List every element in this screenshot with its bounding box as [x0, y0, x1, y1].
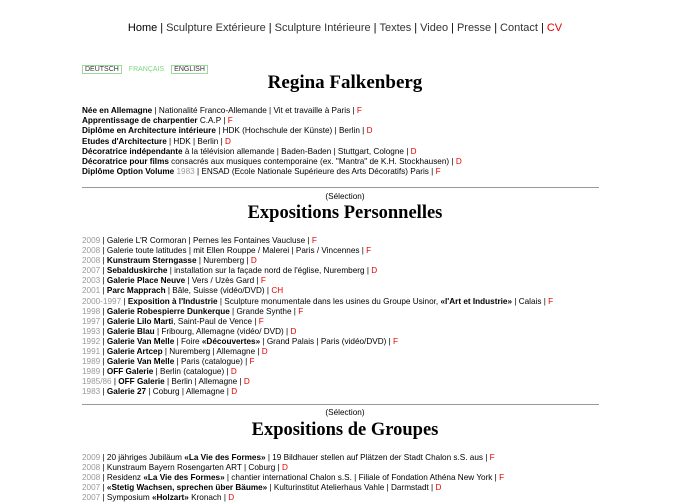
exhibition-row: [82, 453, 662, 463]
venue-name: «La Vie des Formes»: [184, 453, 266, 462]
top-navigation: [0, 22, 690, 34]
year: 1997: [82, 316, 101, 326]
exhibition-row: [82, 236, 662, 246]
entry-text: | Nuremberg |: [196, 256, 251, 266]
exhibition-row: [82, 246, 662, 256]
venue-name: «Holzart»: [151, 493, 189, 503]
exhibition-row: [82, 276, 662, 286]
country-code: D: [410, 146, 417, 156]
venue-name: Diplôme Option Volume: [82, 167, 175, 177]
entry-text: |: [100, 316, 107, 326]
exhibition-row: [82, 493, 662, 503]
bio-row: [82, 126, 612, 136]
venue-name: Galerie Blau: [106, 326, 155, 336]
entry-text: |: [100, 387, 107, 397]
entry-text: |: [100, 276, 107, 286]
bio-row: [82, 106, 612, 116]
exhibition-row: [82, 286, 662, 296]
entry-text: | Calais |: [512, 296, 549, 306]
entry-text: | Berlin | Allemagne |: [164, 377, 244, 387]
nav-separator: |: [268, 22, 272, 34]
entry-text: | Grande Synthe |: [229, 306, 299, 316]
venue-name: Etudes d'Architecture: [82, 136, 167, 146]
exhibition-row: [82, 297, 662, 307]
entry-text: |: [100, 367, 107, 377]
entry-text: | ENSAD (Ecole Nationale Supérieure des Arts Décoratifs) Paris |: [194, 167, 436, 177]
entry-text: | Foire: [174, 336, 202, 346]
exhibition-row: [82, 256, 662, 266]
venue-name: Galerie 27: [106, 387, 147, 397]
bio-row: [82, 137, 612, 147]
country-code: F: [249, 357, 255, 367]
venue-name: «La Vie des Formes»: [143, 473, 225, 483]
entry-text: | Berlin (catalogue) |: [153, 367, 231, 377]
country-code: D: [435, 483, 442, 493]
country-code: D: [366, 126, 373, 136]
nav-separator: |: [160, 22, 164, 34]
year: 2001: [82, 286, 101, 296]
country-code: D: [228, 493, 235, 503]
venue-name: Décoratrice pour films: [82, 157, 169, 167]
venue-name: «Stetig Wachsen, sprechen über Bäume»: [106, 483, 268, 493]
venue-name: OFF Galerie: [118, 377, 165, 387]
year: 2000-1997: [82, 296, 122, 306]
venue-name: Parc Mapprach: [106, 286, 166, 296]
venue-name: Sebalduskirche: [106, 266, 168, 276]
entry-text: | Kunstraum Bayern Rosengarten ART | Coburg |: [100, 463, 282, 473]
nav-separator: |: [451, 22, 454, 34]
section-title-personnelles: Expositions Personnelles: [247, 203, 443, 223]
entry-text: |: [111, 377, 119, 387]
bio-row: [82, 147, 612, 157]
country-code: F: [298, 306, 304, 316]
entry-text: |: [100, 306, 107, 316]
entry-text: Kronach |: [188, 493, 229, 503]
venue-name: Galerie Van Melle: [106, 336, 175, 346]
year: 1998: [82, 306, 101, 316]
entry-text: C.A.P |: [197, 116, 228, 126]
exhibition-row: [82, 266, 662, 276]
entry-text: |: [100, 347, 107, 357]
bio-row: [82, 116, 612, 126]
venue-name: Galerie Van Melle: [106, 357, 175, 367]
exhibition-row: [82, 337, 662, 347]
year: 1991: [82, 347, 101, 357]
entry-text: |: [100, 483, 107, 493]
entry-text: | Residenz: [100, 473, 144, 483]
year: 1989: [82, 357, 101, 367]
year: 1992: [82, 336, 101, 346]
selection-label: (Sélection): [325, 408, 365, 417]
divider: [82, 187, 599, 188]
entry-text: |: [100, 357, 107, 367]
country-code: D: [455, 157, 462, 167]
country-code: F: [435, 167, 441, 177]
exhibition-row: [82, 307, 662, 317]
venue-name: Née en Allemagne: [82, 106, 153, 115]
country-code: F: [356, 106, 362, 115]
lang-deutsch-link[interactable]: DEUTSCH: [82, 65, 122, 74]
venue-name: Exposition à l'Industrie: [127, 296, 218, 306]
venue-name: Galerie Artcep: [106, 347, 163, 357]
year: 2008: [82, 246, 101, 256]
country-code: D: [281, 463, 288, 473]
venue-name: Apprentissage de charpentier: [82, 116, 198, 126]
year: 2003: [82, 276, 101, 286]
nav-link-presse[interactable]: Presse: [456, 22, 492, 34]
venue-name: Kunstraum Sterngasse: [106, 256, 197, 266]
exhibition-row: [82, 357, 662, 367]
year: 2008: [82, 256, 101, 266]
bio-row: [82, 167, 612, 177]
nav-link-video[interactable]: Video: [420, 22, 449, 34]
country-code: D: [231, 387, 238, 397]
country-code: D: [290, 326, 297, 336]
entry-text: | Galerie L'R Cormoran | Pernes les Fontaines Vaucluse |: [100, 236, 312, 245]
year: 1983: [82, 387, 101, 397]
bio-list: [82, 106, 612, 177]
country-code: F: [366, 246, 372, 256]
nav-link-textes[interactable]: Textes: [379, 22, 412, 34]
country-code: F: [227, 116, 233, 126]
year: 1993: [82, 326, 101, 336]
entry-text: | Galerie toute latitudes | mit Ellen Rouppe / Malerei | Paris / Vincennes |: [100, 246, 367, 256]
entry-text: | installation sur la façade nord de l'église, Nuremberg |: [167, 266, 372, 276]
country-code: F: [311, 236, 317, 245]
entry-text: | 19 Bildhauer stellen auf Plätzen der Stadt Chalon s.S. aus |: [265, 453, 490, 462]
nav-separator: |: [540, 22, 544, 34]
venue-name: «l'Art et Industrie»: [440, 296, 513, 306]
nav-link-contact[interactable]: Contact: [500, 22, 538, 34]
year: 2009: [82, 236, 101, 245]
entry-text: |: [100, 336, 107, 346]
entry-text: | Vers / Uzès Gard |: [185, 276, 261, 286]
selection-label: (Sélection): [325, 192, 365, 201]
exhibition-row: [82, 473, 662, 483]
exhibition-row: [82, 387, 662, 397]
exhibition-row: [82, 347, 662, 357]
bio-row: [82, 157, 612, 167]
year: 1985/86: [82, 377, 112, 387]
year: 2009: [82, 453, 101, 462]
entry-text: | HDK (Hochschule der Künste) | Berlin |: [215, 126, 367, 136]
country-code: D: [261, 347, 268, 357]
entry-text: | 20 jähriges Jubiläum: [100, 453, 185, 462]
country-code: D: [243, 377, 250, 387]
year: 2008: [82, 463, 101, 473]
venue-name: Galerie Place Neuve: [106, 276, 186, 286]
entry-text: | Nationalité Franco-Allemande | Vit et travaille à Paris |: [152, 106, 357, 115]
nav-separator: |: [373, 22, 377, 34]
expositions-personnelles-list: [82, 236, 662, 398]
country-code: F: [489, 453, 495, 462]
entry-text: |: [100, 256, 107, 266]
entry-text: , Saint-Paul de Vence |: [173, 316, 259, 326]
entry-text: | Sculpture monumentale dans les usines du Groupe Usinor,: [217, 296, 441, 306]
entry-text: |: [100, 266, 107, 276]
country-code: D: [225, 136, 231, 146]
entry-text: | Coburg | Allemagne |: [146, 387, 232, 397]
entry-text: | chantier international Chalon s.S. | Filiale of Fondation Athéna New York |: [224, 473, 500, 483]
venue-name: OFF Galerie: [106, 367, 154, 377]
country-code: F: [499, 473, 505, 483]
year: 2007: [82, 483, 101, 493]
nav-separator: |: [494, 22, 498, 34]
country-code: CH: [271, 286, 284, 296]
venue-name: Décoratrice indépendante: [82, 146, 183, 156]
country-code: F: [260, 276, 266, 286]
year: 2008: [82, 473, 101, 483]
page-title: Regina Falkenberg: [267, 72, 423, 93]
country-code: F: [393, 336, 399, 346]
entry-text: | Bâle, Suisse (vidéo/DVD) |: [165, 286, 272, 296]
nav-link-cv[interactable]: CV: [546, 22, 563, 34]
country-code: F: [258, 316, 264, 326]
entry-text: | Grand Palais | Paris (vidéo/DVD) |: [260, 336, 394, 346]
country-code: D: [250, 256, 257, 266]
exhibition-row: [82, 463, 662, 473]
lang-francais-link[interactable]: FRANÇAIS: [128, 66, 165, 73]
entry-text: |: [100, 326, 107, 336]
venue-name: Galerie Lilo Marti: [106, 316, 174, 326]
venue-name: Diplôme en Architecture intérieure: [82, 126, 216, 136]
section-title-groupes: Expositions de Groupes: [251, 420, 439, 440]
year: 1983: [174, 167, 195, 177]
year: 2007: [82, 493, 101, 503]
entry-text: | Fribourg, Allemagne (vidéo/ DVD) |: [154, 326, 291, 336]
venue-name: Galerie Robespierre Dunkerque: [106, 306, 230, 316]
exhibition-row: [82, 377, 662, 387]
nav-link-sculpture-interieure[interactable]: Sculpture Intérieure: [274, 22, 371, 34]
entry-text: |: [121, 296, 128, 306]
nav-link-sculpture-exterieure[interactable]: Sculpture Extérieure: [166, 22, 266, 34]
exhibition-row: [82, 317, 662, 327]
exhibition-row: [82, 327, 662, 337]
entry-text: consacrés aux musiques contemporaine (ex. "Mantra" de K.H. Stockhausen) |: [168, 157, 456, 167]
entry-text: à la télévision allemande | Baden-Baden | Stuttgart, Cologne |: [182, 146, 411, 156]
entry-text: |: [100, 286, 107, 296]
entry-text: | Paris (catalogue) |: [174, 357, 250, 367]
year: 1989: [82, 367, 101, 377]
nav-separator: |: [414, 22, 418, 34]
divider: [82, 404, 599, 405]
entry-text: | Nuremberg | Allemagne |: [162, 347, 262, 357]
venue-name: «Découvertes»: [201, 336, 261, 346]
exhibition-row: [82, 367, 662, 377]
country-code: D: [230, 367, 237, 377]
lang-english-link[interactable]: ENGLISH: [171, 65, 208, 74]
year: 2007: [82, 266, 101, 276]
entry-text: | Symposium: [100, 493, 152, 503]
entry-text: | Kulturinstitut Atelierhaus Vahle | Darmstadt |: [267, 483, 436, 493]
entry-text: | HDK | Berlin |: [166, 136, 225, 146]
country-code: D: [371, 266, 378, 276]
country-code: F: [548, 296, 554, 306]
exhibition-row: [82, 483, 662, 493]
nav-link-home[interactable]: Home: [127, 22, 158, 34]
